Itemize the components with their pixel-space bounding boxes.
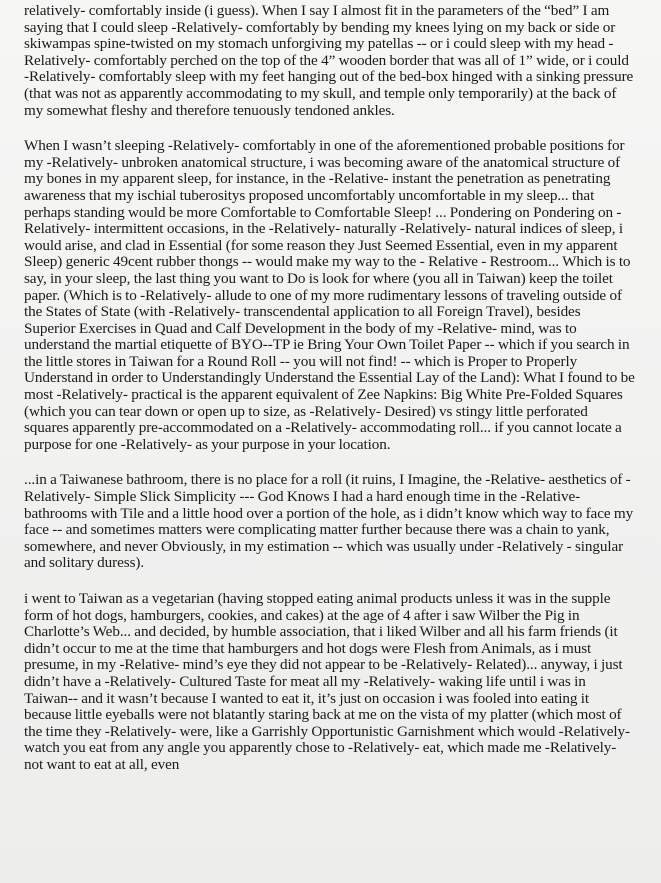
paragraph-3: ...in a Taiwanese bathroom, there is no place for a roll (it ruins, I Imagine, the -Relative- aesthetics of -Relatively- Simple Slick Simplicity --- God Knows I had a hard enough time in the -Relative- bathrooms with Tile and a little hood over a portion of the hole, as i didn’t know which way to face my face -- and sometimes matters were complicating matter further because there was a chain to yank, somewhere, and never Obviously, in my estimation -- which was usually under -Relatively - singular and solitary duress). <box>24 471 634 572</box>
paragraph-4: i went to Taiwan as a vegetarian (having stopped eating animal products unless it was in the supple form of hot dogs, hamburgers, cookies, and cakes) at the age of 4 after i saw Wilber the Pig in Charlotte’s Web... and decided, by humble association, that i liked Wilber and all his farm friends (it didn’t occur to me at the time that hamburgers and hot dogs were Flesh from Animals, as i must presume, in my -Relative- mind’s eye they did not appear to be -Relatively- Related)... anyway, i just didn’t have a -Relatively- Cultured Taste for meat all my -Relatively- waking life until i was in Taiwan-- and it wasn’t because I wanted to eat it, it’s just on occasion i was fooled into eating it because little eyeballs were not blatantly staring back at me on the vista of my platter (which most of the time they -Relatively- were, like a Garrishly Opportunistic Garnishment which would -Relatively- watch you eat from any angle you apparently chose to -Relatively- eat, which made me -Relatively- not want to eat at all, even <box>24 590 630 773</box>
paragraph-1: relatively- comfortably inside (i guess). When I say I almost fit in the parameters of the “bed” I am saying that I could sleep -Relatively- comfortably by bending my knees lying on my back or side or skiwampas spine-twisted on my stomach unforgiving my patellas -- or i could sleep with my head -Relatively- comfortably perched on the top of the 4” wooden border that was all of 1” wide, or i could -Relatively- comfortably sleep with my feet hanging out of the bed-box hinged with a sinking pressure (that was not as apparently accommodating to my skull, and temple only temporarily) at the back of my somewhat fleshy and therefore tenuously tendoned ankles. <box>24 2 634 119</box>
paragraph-2: When I wasn’t sleeping -Relatively- comfortably in one of the aforementioned probable positions for my -Relatively- unbroken anatomical structure, i was becoming aware of the anatomical structure of my bones in my apparent sleep, for instance, in the -Relative- instant the penetration as penetrating awareness that my ischial tuberositys proposed uncomfortably uncomfortable in my sleep... that perhaps standing would be more Comfortable to Comfortable Sleep! ... Pondering on Pondering on -Relatively- intermittent occasions, in the -Relatively- naturally -Relatively- natural indices of sleep, i would arise, and clad in Essential (for some reason they Just Seemed Essential, even in my apparent Sleep) generic 49cent rubber thongs -- would make my way to the - Relative - Restroom... Which is to say, in your sleep, the last thing you want to Do is look for where (you all in Taiwan) keep the toilet paper. (Which is to -Relatively- allude to one of my more rudimentary lessons of traveling outside of the States of State (with -Relatively- transcendental application to all Foreign Travel), besides Superior Exercises in Quad and Calf Development in the body of my -Relative- mind, was to understand the martial etiquette of BYO--TP ie Bring Your Own Toilet Paper -- which if you search in the little stores in Taiwan for a Round Roll -- you will not find! -- which is Proper to Properly Understand in order to Understandingly Understand the Essential Lay of the Land): What I found to be most -Relatively- practical is the apparent equivalent of Zee Napkins: Big White Pre-Folded Squares (which you can tear down or open up to size, as -Relatively- Desired) vs stingy little perforated squares apparently pre-accommodated on a -Relatively- accommodating roll... if you cannot locate a purpose for one -Relatively- as your purpose in your location. <box>24 137 635 453</box>
